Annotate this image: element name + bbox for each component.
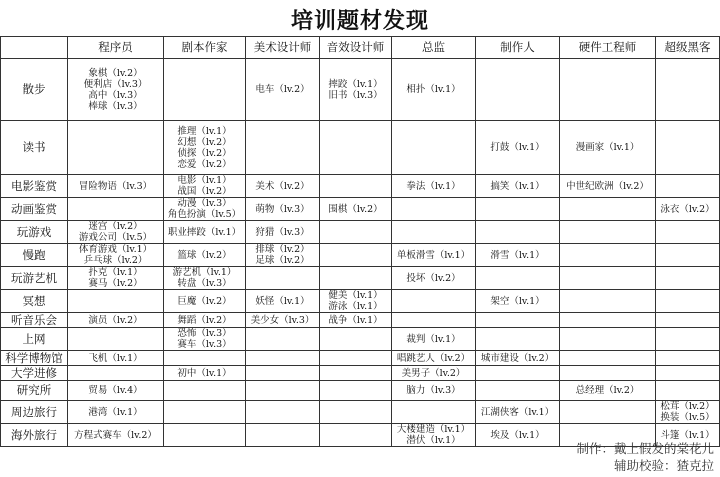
table-cell	[476, 121, 560, 175]
table-cell	[164, 175, 246, 198]
topic-entry: 摔跤（lv.1）	[328, 78, 383, 90]
table-cell	[164, 381, 246, 401]
topic-entry: 唱跳艺人（lv.2）	[396, 352, 471, 364]
topic-entry: 投坏（lv.2）	[406, 272, 461, 284]
topic-entry: 萌物（lv.3）	[255, 203, 310, 215]
topic-entry: 侦探（lv.2）	[177, 147, 232, 159]
topic-entry: 乒乓球（lv.2）	[83, 255, 148, 266]
table-cell	[320, 313, 392, 328]
row-header: 上网	[1, 328, 68, 351]
table-cell	[392, 401, 476, 424]
topic-entry: 江湖侠客（lv.1）	[480, 406, 555, 418]
table-cell	[246, 381, 320, 401]
table-cell	[656, 351, 720, 366]
table-cell	[320, 221, 392, 244]
table-cell	[560, 401, 656, 424]
table-cell	[656, 198, 720, 221]
topic-entry: 幻想（lv.2）	[177, 136, 232, 148]
table-cell	[68, 328, 164, 351]
topic-entry: 巨魔（lv.2）	[177, 295, 232, 307]
topic-entry: 总经理（lv.2）	[575, 385, 640, 396]
table-cell	[68, 267, 164, 290]
topic-entry: 迷宫（lv.2）	[88, 221, 143, 232]
topic-entry: 职业摔跤（lv.1）	[167, 226, 242, 238]
table-cell	[392, 244, 476, 267]
column-header: 硬件工程师	[560, 37, 656, 59]
topic-entry: 潜伏（lv.1）	[406, 435, 461, 446]
table-cell	[246, 267, 320, 290]
table-cell	[392, 381, 476, 401]
table-cell	[320, 290, 392, 313]
table-cell	[392, 121, 476, 175]
table-cell	[246, 175, 320, 198]
table-cell	[320, 424, 392, 447]
table-cell	[560, 267, 656, 290]
table-cell	[476, 290, 560, 313]
table-cell	[164, 267, 246, 290]
topic-entry: 漫画家（lv.1）	[575, 142, 640, 153]
row-header: 读书	[1, 121, 68, 175]
table-cell	[656, 290, 720, 313]
table-cell	[656, 366, 720, 381]
topic-entry: 狩猎（lv.3）	[255, 226, 310, 238]
table-cell	[320, 198, 392, 221]
topic-entry: 港湾（lv.1）	[88, 406, 143, 418]
table-row	[1, 244, 720, 267]
topic-entry: 舞蹈（lv.2）	[177, 314, 232, 326]
table-cell	[164, 244, 246, 267]
table-cell	[320, 175, 392, 198]
topic-entry: 电车（lv.2）	[255, 84, 310, 95]
table-cell	[392, 313, 476, 328]
topic-entry: 贸易（lv.4）	[88, 385, 143, 396]
topic-entry: 游艺机（lv.1）	[172, 267, 237, 278]
topic-entry: 妖怪（lv.1）	[255, 295, 310, 307]
topic-entry: 方程式赛车（lv.2）	[74, 429, 157, 441]
table-cell	[560, 328, 656, 351]
table-cell	[68, 401, 164, 424]
table-cell	[246, 59, 320, 121]
table-cell	[476, 175, 560, 198]
topic-entry: 健美（lv.1）	[328, 290, 383, 301]
table-cell	[560, 175, 656, 198]
table-cell	[476, 424, 560, 447]
table-cell	[392, 366, 476, 381]
table-cell	[164, 290, 246, 313]
table-cell	[656, 267, 720, 290]
table-cell	[320, 381, 392, 401]
topic-entry: 动漫（lv.3）	[177, 198, 232, 209]
table-cell	[560, 244, 656, 267]
topic-entry: 扑克（lv.1）	[88, 267, 143, 278]
table-cell	[246, 351, 320, 366]
table-cell	[476, 244, 560, 267]
table-cell	[392, 351, 476, 366]
table-cell	[656, 175, 720, 198]
topic-entry: 战争（lv.1）	[328, 314, 383, 326]
column-header: 美术设计师	[246, 37, 320, 59]
table-cell	[68, 221, 164, 244]
table-cell	[476, 313, 560, 328]
table-row	[1, 267, 720, 290]
topic-entry: 城市建设（lv.2）	[480, 352, 555, 364]
table-cell	[476, 198, 560, 221]
table-cell	[246, 366, 320, 381]
topic-entry: 排球（lv.2）	[255, 244, 310, 255]
row-header: 海外旅行	[1, 424, 68, 447]
table-row	[1, 328, 720, 351]
table-row	[1, 175, 720, 198]
credit-maker: 制作：戴上假发的棠花儿	[576, 441, 714, 456]
topic-entry: 滑雪（lv.1）	[490, 249, 545, 261]
table-cell	[560, 313, 656, 328]
topic-entry: 冒险物语（lv.3）	[78, 180, 153, 192]
topic-entry: 恋爱（lv.2）	[177, 158, 232, 170]
table-cell	[560, 198, 656, 221]
topic-entry: 斗篷（lv.1）	[660, 429, 715, 441]
topic-entry: 游戏公司（lv.5）	[78, 232, 153, 243]
topic-entry: 相扑（lv.1）	[406, 84, 461, 95]
topic-entry: 换装（lv.5）	[660, 412, 715, 423]
table-cell	[656, 401, 720, 424]
topic-entry: 恐怖（lv.3）	[177, 328, 232, 339]
table-cell	[392, 59, 476, 121]
table-cell	[164, 59, 246, 121]
table-cell	[476, 351, 560, 366]
topic-entry: 打鼓（lv.1）	[490, 142, 545, 153]
table-row	[1, 59, 720, 121]
table-cell	[68, 175, 164, 198]
table-cell	[392, 424, 476, 447]
topic-entry: 美少女（lv.3）	[250, 314, 315, 326]
table-row	[1, 313, 720, 328]
row-header: 玩游戏	[1, 221, 68, 244]
table-cell	[560, 366, 656, 381]
table-cell	[476, 328, 560, 351]
table-cell	[246, 313, 320, 328]
column-header: 音效设计师	[320, 37, 392, 59]
table-cell	[164, 221, 246, 244]
topic-entry: 赛车（lv.3）	[177, 339, 232, 350]
table-cell	[246, 290, 320, 313]
topic-entry: 电影（lv.1）	[177, 175, 232, 186]
topic-entry: 泳衣（lv.2）	[660, 203, 715, 215]
column-header: 总监	[392, 37, 476, 59]
topic-entry: 裁判（lv.1）	[406, 333, 461, 345]
table-row	[1, 351, 720, 366]
table-cell	[68, 244, 164, 267]
table-cell	[656, 313, 720, 328]
topic-entry: 转盘（lv.3）	[177, 278, 232, 289]
table-cell	[392, 221, 476, 244]
table-cell	[68, 59, 164, 121]
table-cell	[246, 198, 320, 221]
table-cell	[246, 424, 320, 447]
table-cell	[320, 351, 392, 366]
table-cell	[68, 351, 164, 366]
table-cell	[476, 221, 560, 244]
table-cell	[68, 366, 164, 381]
topic-entry: 象棋（lv.2）	[88, 67, 143, 79]
table-cell	[656, 244, 720, 267]
table-cell	[560, 351, 656, 366]
topic-entry: 足球（lv.2）	[255, 255, 310, 266]
column-header: 剧本作家	[164, 37, 246, 59]
table-cell	[320, 366, 392, 381]
topic-entry: 搞笑（lv.1）	[490, 180, 545, 192]
table-cell	[560, 290, 656, 313]
topic-entry: 游泳（lv.1）	[328, 301, 383, 312]
topic-entry: 大楼建造（lv.1）	[396, 424, 471, 435]
table-cell	[476, 267, 560, 290]
table-cell	[68, 121, 164, 175]
topic-entry: 飞机（lv.1）	[88, 352, 143, 364]
table-cell	[476, 366, 560, 381]
table-cell	[164, 313, 246, 328]
row-header: 动画鉴赏	[1, 198, 68, 221]
topic-entry: 棒球（lv.3）	[88, 100, 143, 112]
table-cell	[320, 121, 392, 175]
row-header: 听音乐会	[1, 313, 68, 328]
topic-entry: 便利店（lv.3）	[83, 78, 148, 90]
table-cell	[392, 328, 476, 351]
training-topic-table	[0, 36, 720, 447]
topic-entry: 赛马（lv.2）	[88, 278, 143, 289]
table-cell	[560, 221, 656, 244]
topic-entry: 围棋（lv.2）	[328, 203, 383, 215]
topic-entry: 架空（lv.1）	[490, 295, 545, 307]
topic-entry: 高中（lv.3）	[88, 89, 143, 101]
table-cell	[560, 121, 656, 175]
table-cell	[392, 175, 476, 198]
table-cell	[164, 198, 246, 221]
topic-entry: 单板滑雪（lv.1）	[396, 249, 471, 261]
topic-entry: 角色扮演（lv.5）	[167, 209, 242, 220]
row-header: 科学博物馆	[1, 351, 68, 366]
table-cell	[560, 381, 656, 401]
table-cell	[164, 366, 246, 381]
topic-entry: 松茸（lv.2）	[660, 401, 715, 412]
table-cell	[246, 328, 320, 351]
row-header: 研究所	[1, 381, 68, 401]
table-cell	[164, 424, 246, 447]
table-row	[1, 366, 720, 381]
table-cell	[320, 59, 392, 121]
topic-entry: 埃及（lv.1）	[490, 429, 545, 441]
table-cell	[656, 121, 720, 175]
table-cell	[392, 267, 476, 290]
table-cell	[656, 221, 720, 244]
table-cell	[246, 244, 320, 267]
row-header: 大学进修	[1, 366, 68, 381]
table-cell	[320, 267, 392, 290]
topic-entry: 旧书（lv.3）	[328, 89, 383, 101]
table-cell	[164, 401, 246, 424]
table-row	[1, 290, 720, 313]
table-cell	[560, 59, 656, 121]
page-title: 培训题材发现	[290, 8, 429, 34]
table-cell	[656, 381, 720, 401]
table-cell	[68, 290, 164, 313]
table-cell	[320, 328, 392, 351]
topic-entry: 篮球（lv.2）	[177, 249, 232, 261]
column-header: 制作人	[476, 37, 560, 59]
header-corner-cell	[1, 37, 68, 59]
row-header: 电影鉴赏	[1, 175, 68, 198]
table-cell	[164, 328, 246, 351]
row-header: 周边旅行	[1, 401, 68, 424]
table-cell	[476, 401, 560, 424]
table-cell	[476, 59, 560, 121]
table-cell	[164, 351, 246, 366]
column-header: 程序员	[68, 37, 164, 59]
table-row	[1, 401, 720, 424]
table-row	[1, 381, 720, 401]
topic-entry: 体育游戏（lv.1）	[78, 244, 153, 255]
credit-checker: 辅助校验：猹克拉	[613, 458, 714, 473]
table-row	[1, 198, 720, 221]
table-cell	[320, 244, 392, 267]
table-cell	[476, 381, 560, 401]
table-cell	[656, 59, 720, 121]
row-header: 玩游艺机	[1, 267, 68, 290]
topic-entry: 脑力（lv.3）	[406, 385, 461, 396]
table-cell	[656, 328, 720, 351]
table-cell	[246, 401, 320, 424]
credits	[576, 440, 714, 474]
table-row	[1, 121, 720, 175]
table-row	[1, 221, 720, 244]
table-cell	[246, 221, 320, 244]
table-cell	[164, 121, 246, 175]
table-cell	[246, 121, 320, 175]
table-cell	[68, 313, 164, 328]
topic-entry: 拳法（lv.1）	[406, 180, 461, 192]
topic-entry: 美术（lv.2）	[255, 180, 310, 192]
topic-entry: 中世纪欧洲（lv.2）	[566, 180, 649, 192]
table-cell	[68, 381, 164, 401]
row-header: 散步	[1, 59, 68, 121]
row-header: 慢跑	[1, 244, 68, 267]
table-cell	[68, 424, 164, 447]
table-cell	[68, 198, 164, 221]
topic-entry: 初中（lv.1）	[177, 367, 232, 379]
row-header: 冥想	[1, 290, 68, 313]
topic-entry: 战国（lv.2）	[177, 186, 232, 197]
topic-entry: 美男子（lv.2）	[401, 367, 466, 379]
header-row	[1, 37, 720, 59]
table-cell	[392, 290, 476, 313]
column-header: 超级黑客	[656, 37, 720, 59]
topic-entry: 推理（lv.1）	[177, 125, 232, 137]
table-cell	[320, 401, 392, 424]
topic-entry: 演员（lv.2）	[88, 314, 143, 326]
table-cell	[392, 198, 476, 221]
